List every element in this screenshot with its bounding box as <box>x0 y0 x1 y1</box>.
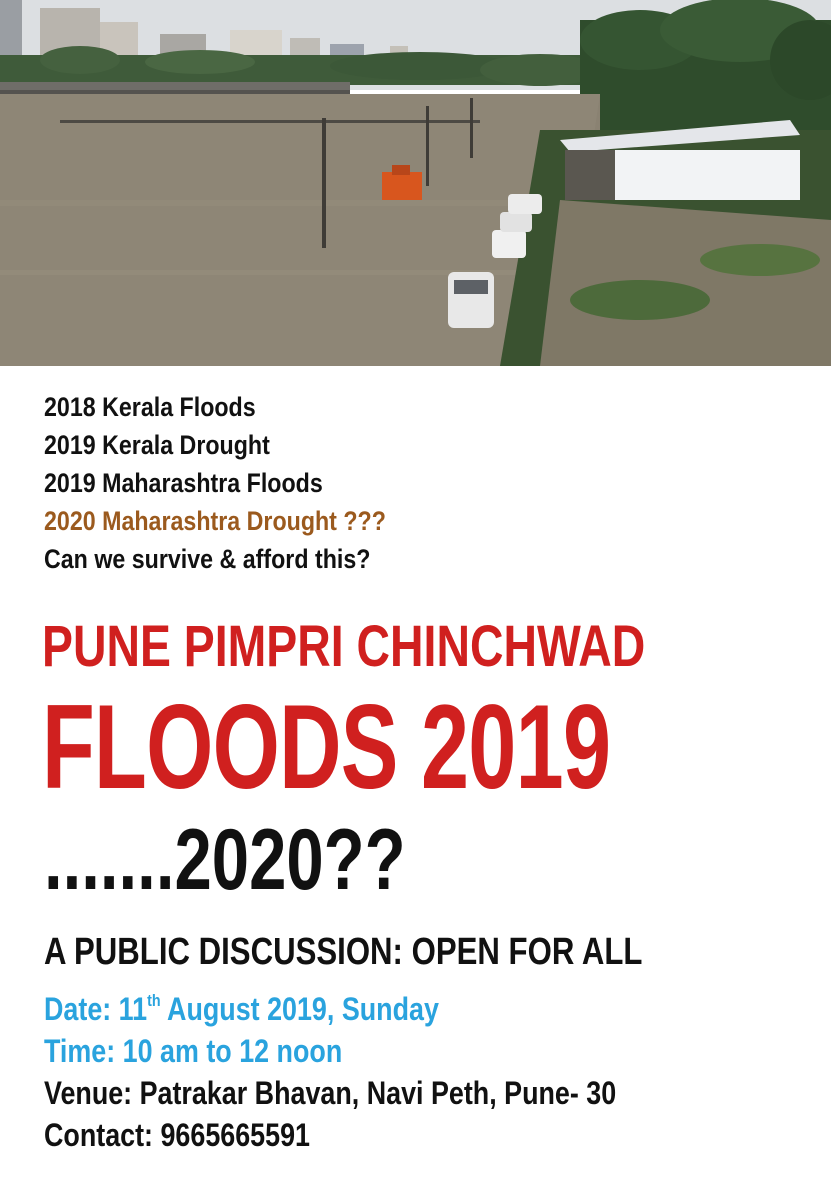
headline-2020: .......2020?? <box>44 812 406 908</box>
event-date-ordinal: th <box>147 991 161 1010</box>
flooded-riverbank-image <box>0 0 831 366</box>
event-date-prefix: Date: 11 <box>44 991 148 1027</box>
intro-line-maharashtra-floods: 2019 Maharashtra Floods <box>44 468 323 498</box>
headline-city: PUNE PIMPRI CHINCHWAD <box>42 614 646 679</box>
intro-lines <box>44 388 824 578</box>
flood-photo <box>0 0 831 366</box>
intro-line-kerala-drought: 2019 Kerala Drought <box>44 430 270 460</box>
discussion-heading: A PUBLIC DISCUSSION: OPEN FOR ALL <box>44 931 643 973</box>
event-venue: Venue: Patrakar Bhavan, Navi Peth, Pune- 30 <box>44 1075 617 1111</box>
event-details <box>44 988 824 1156</box>
intro-line-question: Can we survive & afford this? <box>44 544 371 574</box>
event-date <box>44 988 699 1030</box>
headline-floods: FLOODS 2019 <box>42 680 611 814</box>
intro-line-kerala-floods: 2018 Kerala Floods <box>44 392 256 422</box>
event-time: Time: 10 am to 12 noon <box>44 1033 343 1069</box>
event-contact: Contact: 9665665591 <box>44 1117 310 1153</box>
event-date-suffix: August 2019, Sunday <box>160 991 439 1027</box>
intro-line-maharashtra-drought: 2020 Maharashtra Drought ??? <box>44 506 386 536</box>
